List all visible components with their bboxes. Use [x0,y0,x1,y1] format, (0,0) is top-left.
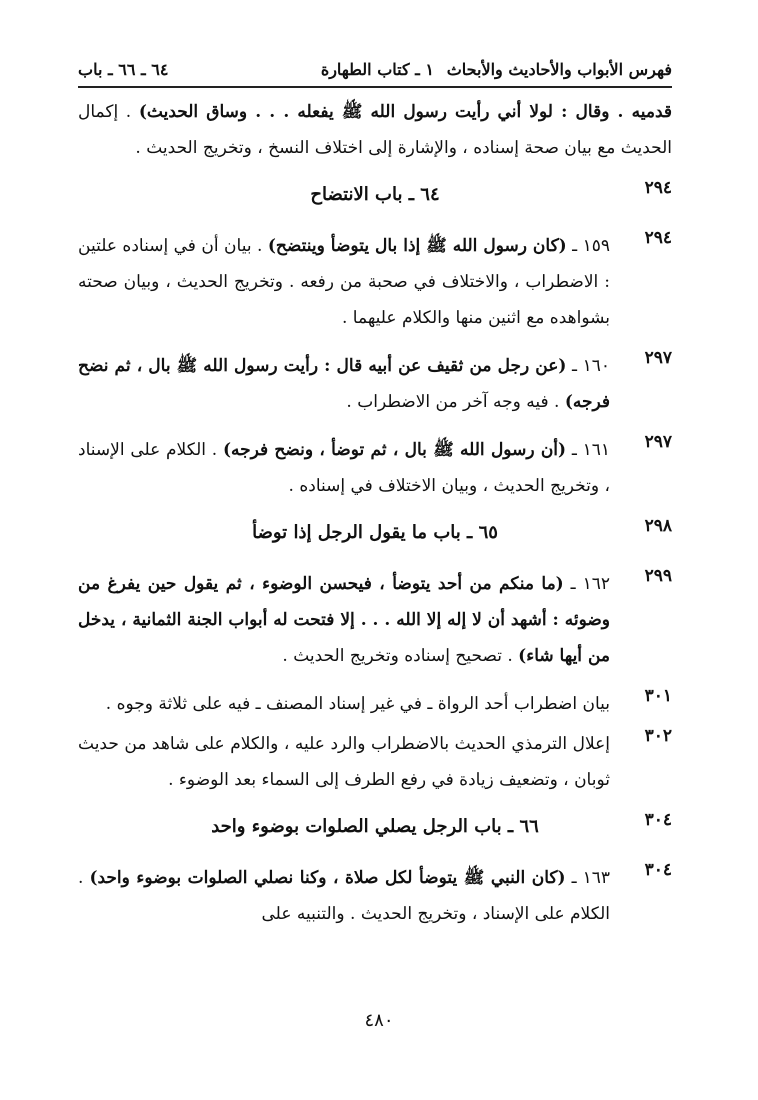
note-entry-302 [78,726,672,798]
chapter-heading-64 [78,178,672,212]
chapter-heading-66 [78,810,672,844]
page-ref: ٣٠٢ [644,726,672,746]
page-ref: ٢٩٧ [644,348,672,368]
hadith-number: ١٥٩ ـ [572,236,610,256]
header-range: ٦٤ ـ ٦٦ ـ باب [78,60,169,79]
hadith-number: ١٦٢ ـ [570,574,610,594]
hadith-number: ١٦١ ـ [571,440,611,460]
entry-hadith-text: (ما منكم من أحد يتوضأ ، فيحسن الوضوء ، ثم يقول حين يفرغ من وضوئه : أشهد أن لا إله إلا الله . . . إلا فتحت له أبواب الجنة الثمانية ، يدخل من أيها شاء) [78,574,610,666]
page-ref: ٣٠١ [644,686,672,706]
entry-hadith-text: (كان رسول الله ﷺ إذا بال يتوضأ وينتضح) [267,236,567,256]
entry-body [78,228,610,336]
header-section: ١ ـ كتاب الطهارة [320,60,434,79]
hadith-entry-162 [78,566,672,674]
entry-note: إعلال الترمذي الحديث بالاضطراب والرد عليه ، والكلام على شاهد من حديث ثوبان ، وتضعيف زيادة في رفع الطرف إلى السماء بعد الوضوء . [78,734,610,790]
page-ref: ٢٩٤ [644,228,672,248]
entry-body [78,860,610,932]
index-content [78,94,672,944]
hadith-entry-159 [78,228,672,336]
entry-hadith-text: (عن رجل من ثقيف عن أبيه قال : رأيت رسول الله ﷺ بال ، ثم نضح فرجه) [78,356,610,412]
header-divider [78,86,672,88]
page-ref: ٢٩٨ [644,516,672,536]
entry-note: . فيه وجه آخر من الاضطراب . [346,392,560,412]
entry-note: . إكمال الحديث مع بيان صحة إسناده ، والإشارة إلى اختلاف النسخ ، وتخريج الحديث . [78,102,672,158]
hadith-number: ١٦٠ ـ [572,356,611,376]
entry-hadith-text: (كان النبي ﷺ يتوضأ لكل صلاة ، وكنا نصلي الصلوات بوضوء واحد) [89,868,566,888]
entry-note: . بيان أن في إسناده علتين : الاضطراب ، والاختلاف في صحبة من رفعه . وتخريج الحديث ، وبيان صحته بشواهده مع اثنين منها والكلام عليهما . [78,236,610,328]
chapter-title: ٦٥ ـ باب ما يقول الرجل إذا توضأ [252,522,498,543]
entry-note: . تصحيح إسناده وتخريج الحديث . [282,646,513,666]
note-entry-301 [78,686,672,722]
entry-body [78,94,672,166]
entry-body [78,348,610,420]
page-ref: ٢٩٧ [644,432,672,452]
entry-body [78,432,610,504]
running-header [78,56,672,86]
page-ref: ٣٠٤ [644,860,672,880]
entry-body [78,566,610,674]
chapter-heading-65 [78,516,672,550]
page-ref: ٢٩٤ [644,178,672,198]
entry-note: . الكلام على الإسناد ، وتخريج الحديث . والتنبيه على [78,868,610,924]
page-ref: ٢٩٩ [644,566,672,586]
hadith-entry-161 [78,432,672,504]
entry-note: بيان اضطراب أحد الرواة ـ في غير إسناد المصنف ـ فيه على ثلاثة وجوه . [105,694,610,714]
hadith-entry-163 [78,860,672,932]
chapter-title: ٦٤ ـ باب الانتضاح [310,184,440,205]
header-book-title: فهرس الأبواب والأحاديث والأبحاث [446,60,672,79]
page-number: ٤٨٠ [364,1010,394,1031]
entry-hadith-text: قدميه . وقال : لولا أني رأيت رسول الله ﷺ يفعله . . . وساق الحديث) [138,102,673,122]
chapter-title: ٦٦ ـ باب الرجل يصلي الصلوات بوضوء واحد [211,816,539,837]
page-ref: ٣٠٤ [644,810,672,830]
hadith-entry-160 [78,348,672,420]
hadith-number: ١٦٣ ـ [571,868,610,888]
continued-entry [78,94,672,166]
entry-note: . الكلام على الإسناد ، وتخريج الحديث ، وبيان الاختلاف في إسناده . [78,440,610,496]
entry-hadith-text: (أن رسول الله ﷺ بال ، ثم توضأ ، ونضح فرجه) [222,440,567,460]
